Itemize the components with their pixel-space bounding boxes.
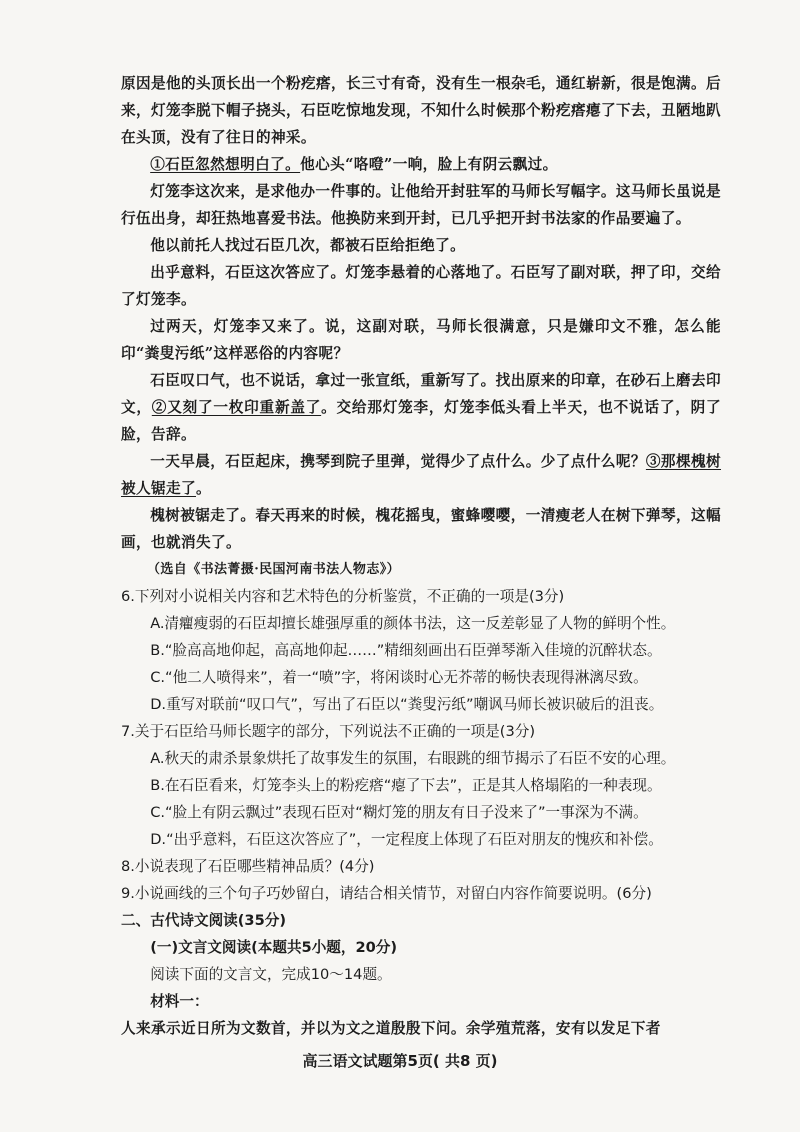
material-label: 材料一： [150, 993, 209, 1010]
underlined-sentence-2: ②又刻了一枚印重新盖了 [151, 399, 322, 416]
question-6 [121, 583, 721, 718]
question-9: 9.小说画线的三个句子巧妙留白，请结合相关情节，对留白内容作简要说明。(6分) [121, 885, 652, 902]
story-paragraph-3: 灯笼李这次来，是求他办一件事的。让他给开封驻军的马师长写幅字。这马师长虽说是行伍出身，却狂热地喜爱书法。他换防来到开封，已几乎把开封书法家的作品要遍了。 [121, 183, 721, 227]
option-b: B.在石臣看来，灯笼李头上的粉疙瘩“瘪了下去”，正是其人格塌陷的一种表现。 [150, 777, 662, 794]
question-stem: 7.关于石臣给马师长题字的部分，下列说法不正确的一项是(3分) [121, 723, 536, 740]
story-paragraph-1: 原因是他的头顶长出一个粉疙瘩，长三寸有奇，没有生一根杂毛，通红崭新，很是饱满。后来，灯笼李脱下帽子挠头，石臣吃惊地发现，不知什么时候那个粉疙瘩瘪了下去，丑陋地趴在头顶，没有了往日的神采。 [121, 75, 721, 146]
story-paragraph-7 [121, 367, 721, 448]
story-paragraph-2-rest: 他心头“咯噔”一响，脸上有阴云飘过。 [300, 156, 558, 173]
option-a: A.秋天的肃杀景象烘托了故事发生的氛围，右眼跳的细节揭示了石臣不安的心理。 [150, 750, 676, 767]
underlined-sentence-3: ③那棵槐树被人锯走了 [121, 453, 721, 497]
story-paragraph-8-a: 一天早晨，石臣起床，携琴到院子里弹，觉得少了点什么。少了点什么呢？ [150, 453, 646, 470]
story-text [121, 70, 721, 583]
story-paragraph-7-a: 石臣叹口气，也不说话，拿过一张宣纸，重新写了。找出原来的印章，在砂石上磨去印文， [121, 372, 721, 416]
page-content [121, 70, 721, 1042]
story-paragraph-8 [121, 448, 721, 502]
story-paragraph-8-b: 。 [195, 480, 211, 497]
option-d: D.“出乎意料，石臣这次答应了”，一定程度上体现了石臣对朋友的愧疚和补偿。 [150, 831, 663, 848]
section-instruction: 阅读下面的文言文，完成10～14题。 [150, 966, 392, 983]
question-stem: 6.下列对小说相关内容和艺术特色的分析鉴赏，不正确的一项是(3分) [121, 588, 565, 605]
story-paragraph-6: 过两天，灯笼李又来了。说，这副对联，马师长很满意，只是嫌印文不雅，怎么能印“粪叟污纸”这样恶俗的内容呢？ [121, 318, 721, 362]
option-b: B.“脸高高地仰起，高高地仰起……”精细刻画出石臣弹琴渐入佳境的沉醉状态。 [150, 642, 662, 659]
section-title: 二、古代诗文阅读(35分) [121, 912, 286, 929]
subsection-title: (一)文言文阅读(本题共5小题，20分) [150, 939, 398, 956]
underlined-sentence-1: ①石臣忽然想明白了。 [150, 156, 301, 173]
option-c: C.“脸上有阴云飘过”表现石臣对“糊灯笼的朋友有日子没来了”一事深为不满。 [150, 804, 648, 821]
page-footer: 高三语文试题第5页( 共8 页) [302, 1052, 498, 1070]
material-text: 人来承示近日所为文数首，并以为文之道殷殷下问。余学殖荒落，安有以发足下者 [121, 1020, 661, 1037]
story-paragraph-5: 出乎意料，石臣这次答应了。灯笼李悬着的心落地了。石臣写了副对联，押了印，交给了灯笼李。 [121, 264, 721, 308]
option-a: A.清癯瘦弱的石臣却擅长雄强厚重的颜体书法，这一反差彰显了人物的鲜明个性。 [150, 615, 676, 632]
story-paragraph-7-b: 。交给那灯笼李，灯笼李低头看上半天，也不说话了，阴了脸，告辞。 [121, 399, 721, 443]
story-paragraph-4: 他以前托人找过石臣几次，都被石臣给拒绝了。 [150, 237, 466, 254]
option-c: C.“他二人喷得来”，着一“喷”字，将闲谈时心无芥蒂的畅快表现得淋漓尽致。 [150, 669, 648, 686]
story-paragraph-9: 槐树被锯走了。春天再来的时候，槐花摇曳，蜜蜂嘤嘤，一清瘦老人在树下弹琴，这幅画，也就消失了。 [121, 507, 721, 551]
story-paragraph-2 [121, 151, 721, 178]
story-source: （选自《书法菁摄·民国河南书法人物志》） [147, 562, 401, 577]
question-7 [121, 718, 721, 853]
question-8: 8.小说表现了石臣哪些精神品质？(4分) [121, 858, 375, 875]
option-d: D.重写对联前“叹口气”，写出了石臣以“粪叟污纸”嘲讽马师长被识破后的沮丧。 [150, 696, 664, 713]
